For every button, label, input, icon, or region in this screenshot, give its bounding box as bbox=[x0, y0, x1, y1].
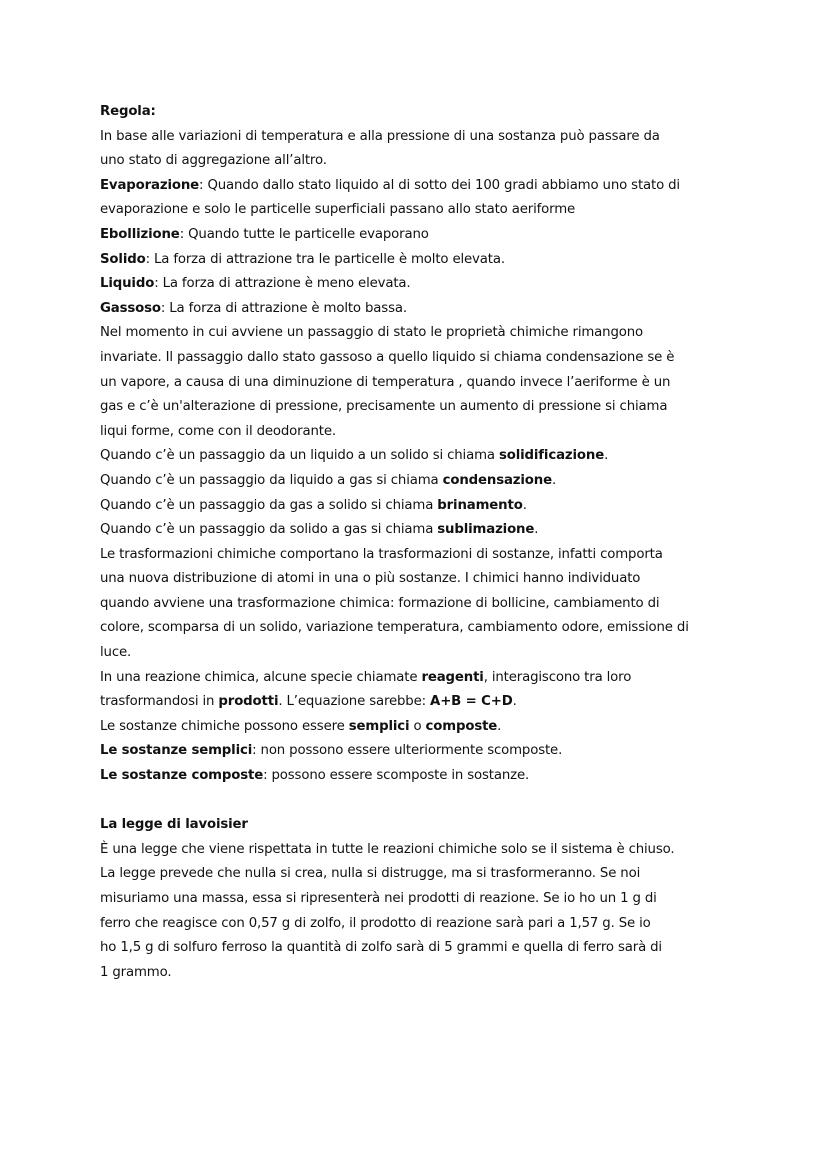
evaporazione-term: Evaporazione bbox=[100, 177, 200, 193]
intro-line-1: In base alle variazioni di temperatura e alla pressione di una sostanza può passare da bbox=[100, 128, 660, 144]
liquido-term: Liquido bbox=[100, 276, 155, 292]
gassoso-line: Gassoso: La forza di attrazione è molto bassa. bbox=[100, 300, 407, 316]
chimiche-line-1: Le trasformazioni chimiche comportano la trasformazioni di sostanze, infatti comporta bbox=[100, 546, 663, 562]
transition-solidificazione: Quando c’è un passaggio da un liquido a un solido si chiama solidificazione. bbox=[100, 448, 609, 464]
lavoisier-line-2: La legge prevede che nulla si crea, nulla si distrugge, ma si trasformeranno. Se noi bbox=[100, 866, 641, 882]
solido-line: Solido: La forza di attrazione tra le particelle è molto elevata. bbox=[100, 251, 505, 267]
passaggi-line-1: Nel momento in cui avviene un passaggio di stato le proprietà chimiche rimangono bbox=[100, 325, 643, 341]
passaggi-line-3: un vapore, a causa di una diminuzione di temperatura , quando invece l’aeriforme è un bbox=[100, 374, 671, 390]
liquido-line: Liquido: La forza di attrazione è meno elevata. bbox=[100, 276, 411, 292]
document-page bbox=[100, 100, 740, 985]
evaporazione-line-1: Evaporazione: Quando dallo stato liquido al di sotto dei 100 gradi abbiamo uno stato di bbox=[100, 177, 680, 193]
transition-condensazione: Quando c’è un passaggio da liquido a gas si chiama condensazione. bbox=[100, 472, 557, 488]
intro-line-2: uno stato di aggregazione all’altro. bbox=[100, 153, 327, 169]
reazione-line-2: trasformandosi in prodotti. L’equazione sarebbe: A+B = C+D. bbox=[100, 694, 517, 710]
equation: A+B = C+D bbox=[430, 694, 513, 710]
lavoisier-line-5: ho 1,5 g di solfuro ferroso la quantità di zolfo sarà di 5 grammi e quella di ferro sarà di bbox=[100, 940, 662, 956]
semplici-def-line: Le sostanze semplici: non possono essere ulteriormente scomposte. bbox=[100, 743, 563, 759]
passaggi-line-5: liqui forme, come con il deodorante. bbox=[100, 423, 336, 439]
sostanze-line: Le sostanze chimiche possono essere semplici o composte. bbox=[100, 718, 502, 734]
gassoso-term: Gassoso bbox=[100, 300, 161, 316]
lavoisier-line-3: misuriamo una massa, essa si ripresenterà nei prodotti di reazione. Se io ho un 1 g di bbox=[100, 891, 657, 906]
transition-brinamento: Quando c’è un passaggio da gas a solido si chiama brinamento. bbox=[100, 497, 527, 513]
passaggi-line-4: gas e c’è un'alterazione di pressione, precisamente un aumento di pressione si chiama bbox=[100, 399, 668, 415]
lavoisier-line-1: È una legge che viene rispettata in tutte le reazioni chimiche solo se il sistema è chiuso. bbox=[100, 841, 675, 857]
ebollizione-term: Ebollizione bbox=[100, 226, 180, 242]
section-gap bbox=[100, 789, 740, 814]
composte-def-line: Le sostanze composte: possono essere scomposte in sostanze. bbox=[100, 768, 530, 784]
lavoisier-line-6: 1 grammo. bbox=[100, 964, 172, 980]
rule-heading: Regola: bbox=[100, 104, 156, 119]
solido-term: Solido bbox=[100, 251, 146, 267]
ebollizione-line: Ebollizione: Quando tutte le particelle evaporano bbox=[100, 226, 429, 242]
lavoisier-line-4: ferro che reagisce con 0,57 g di zolfo, il prodotto di reazione sarà pari a 1,57 g. Se io bbox=[100, 915, 651, 931]
chimiche-line-4: colore, scomparsa di un solido, variazione temperatura, cambiamento odore, emissione di bbox=[100, 620, 689, 636]
reazione-line-1: In una reazione chimica, alcune specie chiamate reagenti, interagiscono tra loro bbox=[100, 669, 632, 685]
chimiche-line-2: una nuova distribuzione di atomi in una o più sostanze. I chimici hanno individuato bbox=[100, 571, 641, 587]
lavoisier-heading: La legge di lavoisier bbox=[100, 817, 248, 833]
evaporazione-line-2: evaporazione e solo le particelle superficiali passano allo stato aeriforme bbox=[100, 202, 576, 218]
chimiche-line-3: quando avviene una trasformazione chimica: formazione di bollicine, cambiamento di bbox=[100, 595, 660, 611]
transition-sublimazione: Quando c’è un passaggio da solido a gas si chiama sublimazione. bbox=[100, 522, 539, 538]
chimiche-line-5: luce. bbox=[100, 645, 132, 661]
passaggi-line-2: invariate. Il passaggio dallo stato gassoso a quello liquido si chiama condensazione se è bbox=[100, 349, 675, 365]
